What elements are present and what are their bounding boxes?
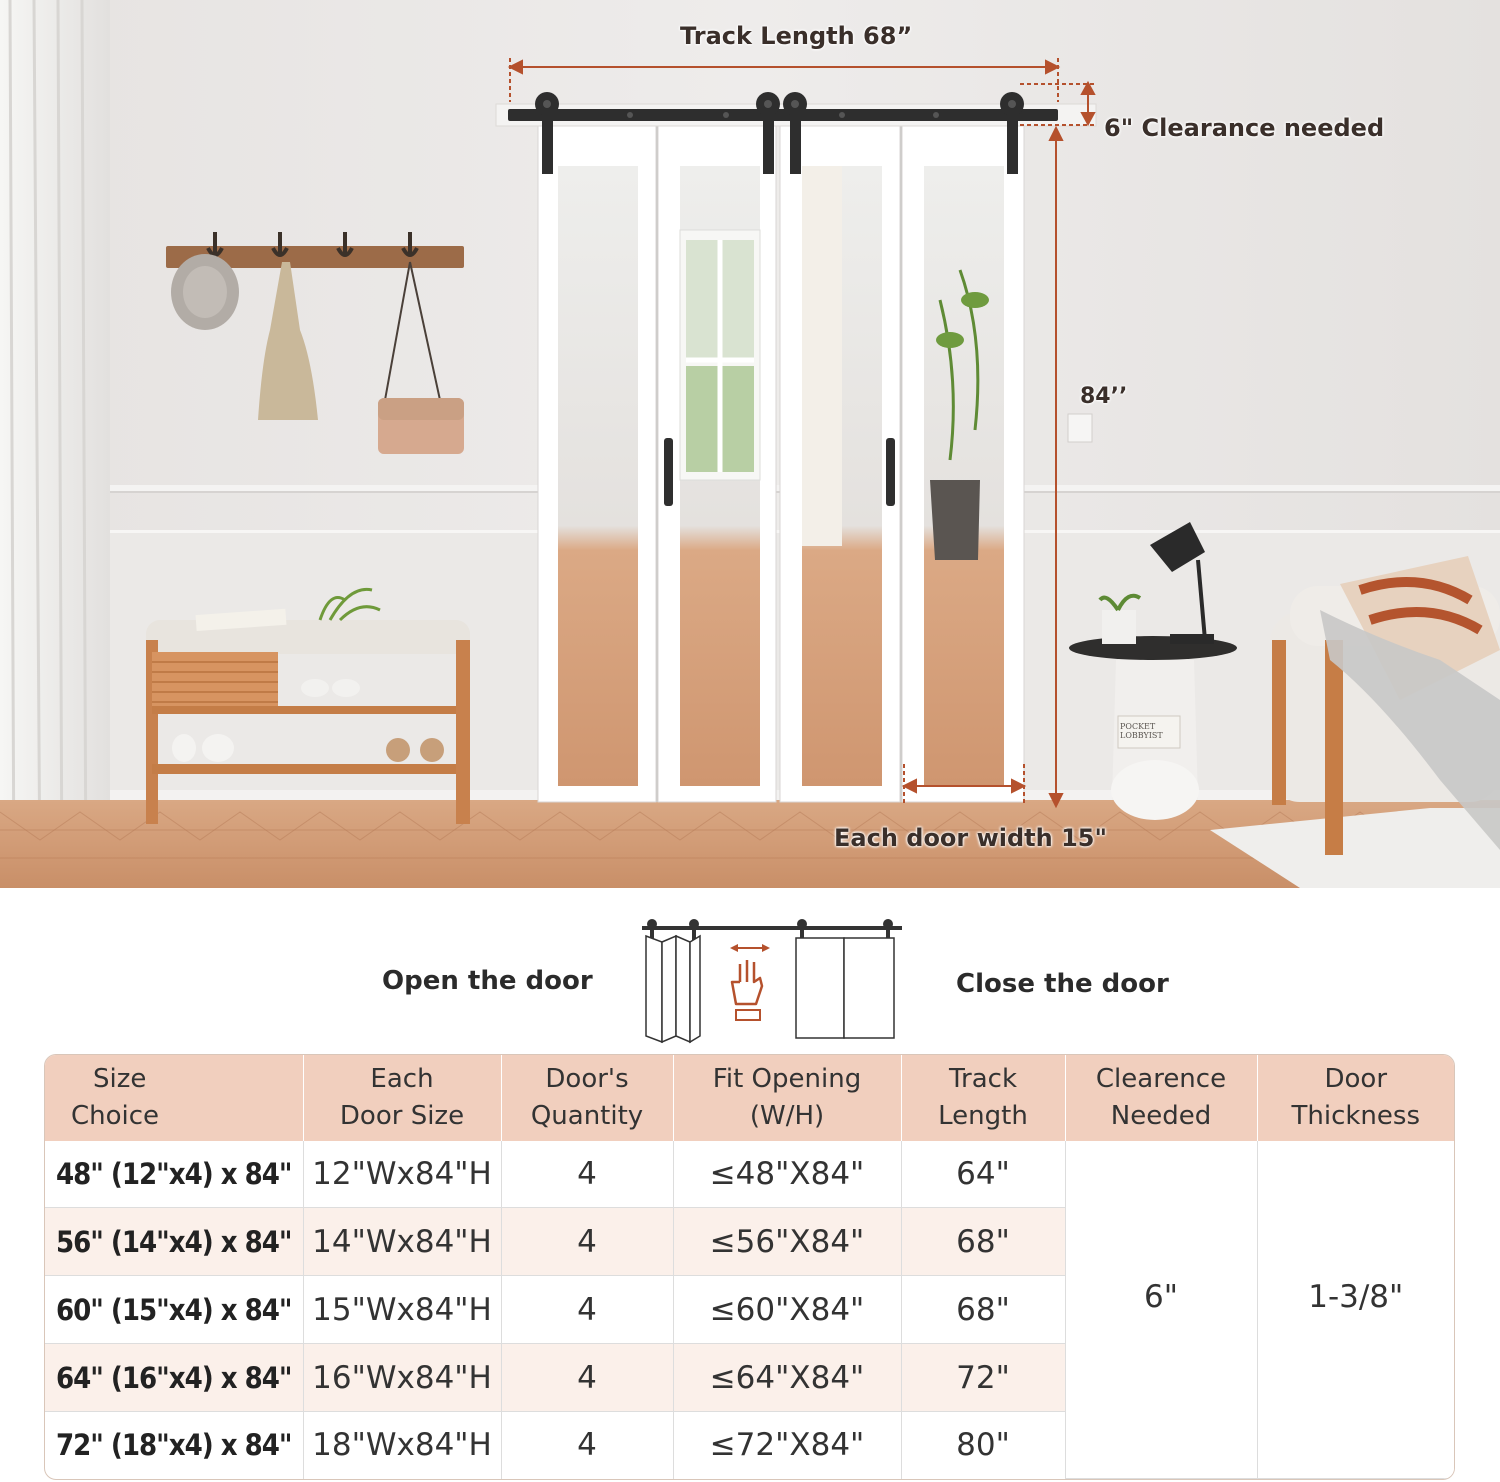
clearance-cell: 6" (1065, 1141, 1257, 1479)
height-label: 84’’ (1080, 384, 1128, 409)
fit-opening-cell: ≤48"X84" (673, 1141, 901, 1208)
track-length-label: Track Length 68” (680, 22, 913, 50)
quantity-cell: 4 (501, 1344, 673, 1412)
door-size-cell: 12"Wx84"H (303, 1141, 501, 1208)
track-length-cell: 64" (901, 1141, 1065, 1208)
header-thickness: Door Thickness (1257, 1055, 1454, 1141)
spec-table (44, 1054, 1455, 1480)
track-length-cell: 68" (901, 1208, 1065, 1276)
thickness-cell: 1-3/8" (1257, 1141, 1454, 1479)
open-door-label: Open the door (382, 966, 593, 996)
table-header-row (45, 1055, 1454, 1141)
fit-opening-cell: ≤64"X84" (673, 1344, 901, 1412)
track-length-cell: 80" (901, 1412, 1065, 1479)
quantity-cell: 4 (501, 1208, 673, 1276)
door-operation-diagram (636, 912, 906, 1046)
track-length-cell: 72" (901, 1344, 1065, 1412)
door-size-cell: 18"Wx84"H (303, 1412, 501, 1479)
quantity-cell: 4 (501, 1412, 673, 1479)
header-quantity: Door's Quantity (501, 1055, 673, 1141)
door-size-cell: 16"Wx84"H (303, 1344, 501, 1412)
header-size-choice: Size Choice (45, 1055, 303, 1141)
size-cell: 72" (18"x4) x 84" (45, 1412, 303, 1479)
fit-opening-cell: ≤60"X84" (673, 1276, 901, 1344)
size-cell: 60" (15"x4) x 84" (45, 1276, 303, 1344)
header-track-length: Track Length (901, 1055, 1065, 1141)
quantity-cell: 4 (501, 1276, 673, 1344)
door-size-cell: 14"Wx84"H (303, 1208, 501, 1276)
book-cover-text: POCKET LOBBYIST (1120, 722, 1163, 740)
size-cell: 48" (12"x4) x 84" (45, 1141, 303, 1208)
barn-doors (538, 124, 1024, 802)
header-fit-opening: Fit Opening (W/H) (673, 1055, 901, 1141)
quantity-cell: 4 (501, 1141, 673, 1208)
fit-opening-cell: ≤72"X84" (673, 1412, 901, 1479)
size-cell: 64" (16"x4) x 84" (45, 1344, 303, 1412)
fit-opening-cell: ≤56"X84" (673, 1208, 901, 1276)
clearance-label: 6" Clearance needed (1104, 114, 1385, 142)
table-row (45, 1141, 1454, 1208)
track-length-cell: 68" (901, 1276, 1065, 1344)
door-width-label: Each door width 15" (834, 824, 1107, 852)
header-door-size: Each Door Size (303, 1055, 501, 1141)
header-clearance: Clearence Needed (1065, 1055, 1257, 1141)
slide-hand-icon (730, 944, 770, 1020)
door-size-cell: 15"Wx84"H (303, 1276, 501, 1344)
close-door-label: Close the door (956, 969, 1169, 999)
size-cell: 56" (14"x4) x 84" (45, 1208, 303, 1276)
